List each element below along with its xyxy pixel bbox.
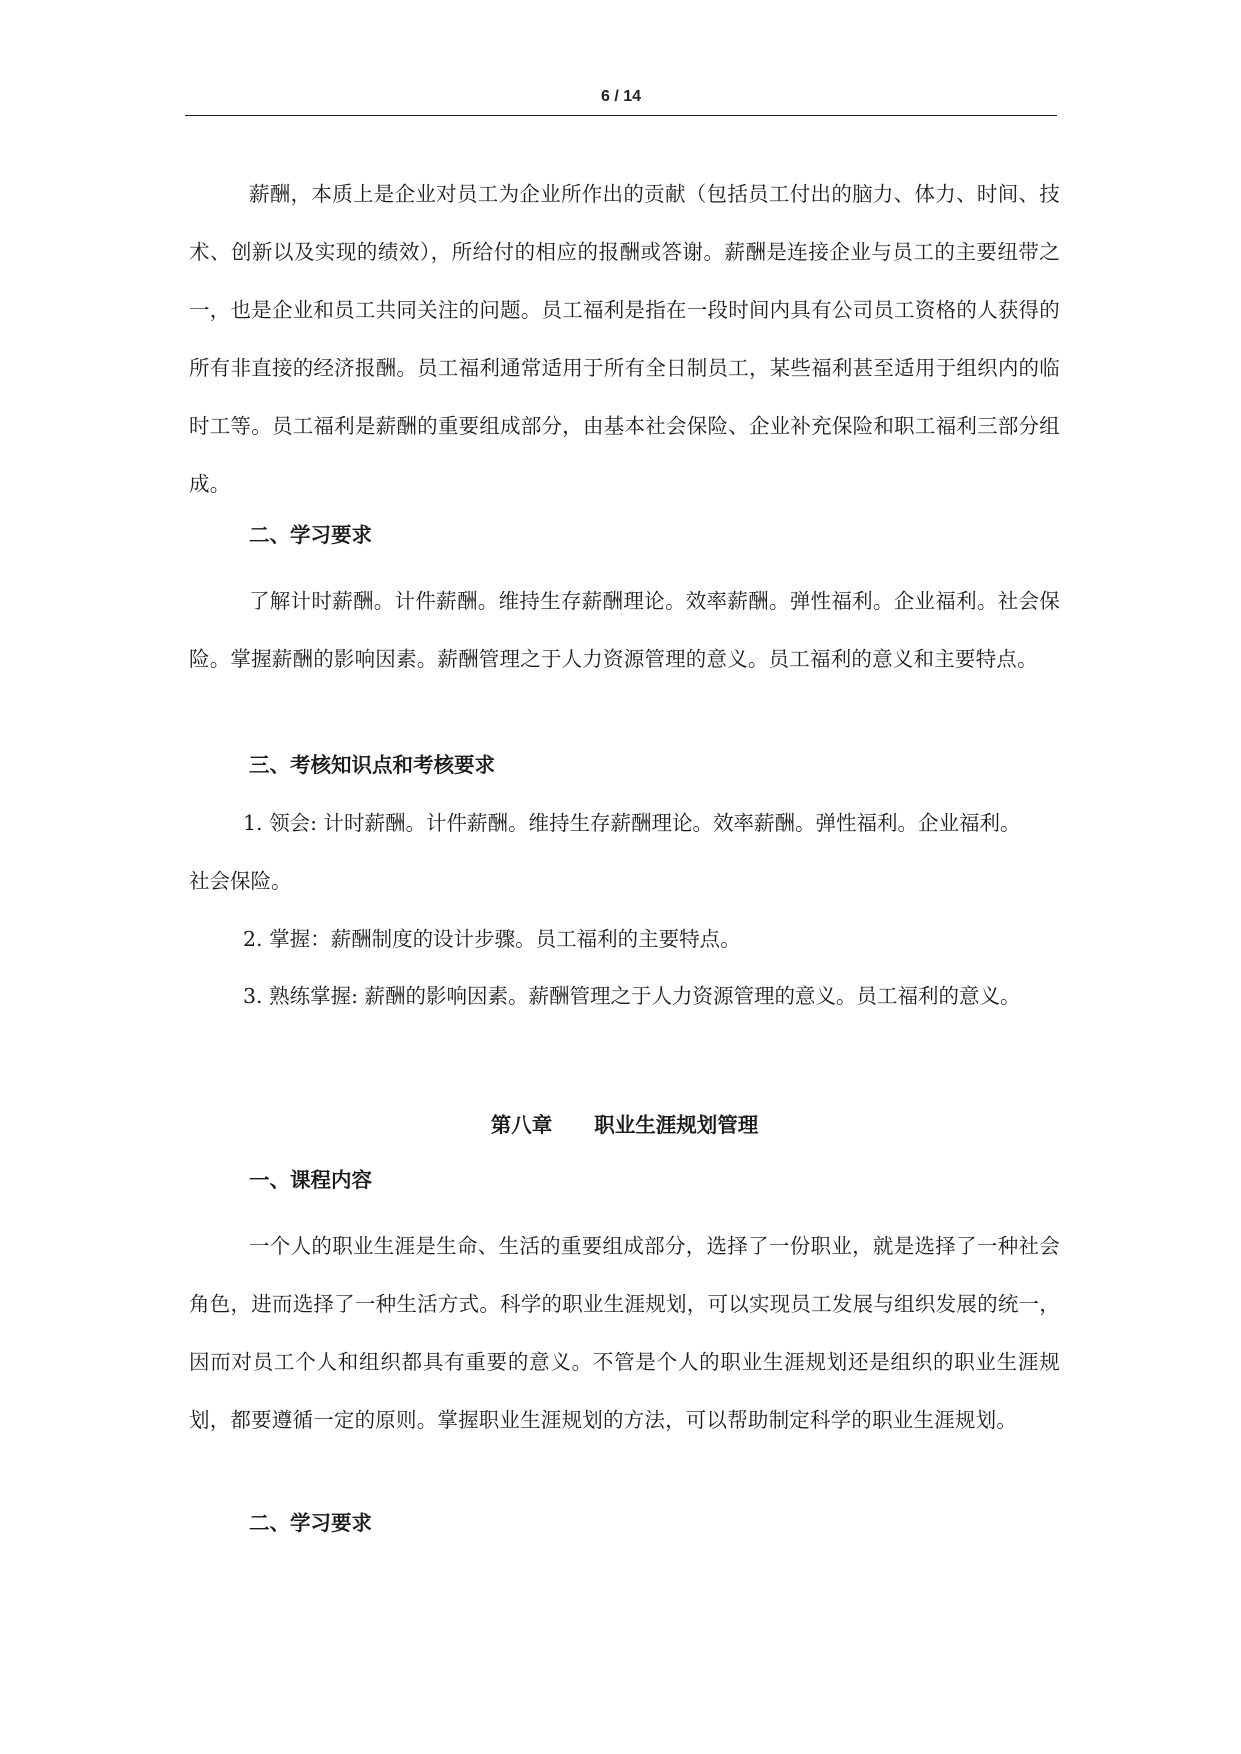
exam-item-2: 2. 掌握：薪酬制度的设计步骤。员工福利的主要特点。 [243, 927, 741, 951]
course-content-paragraph: 一个人的职业生涯是生命、生活的重要组成部分，选择了一份职业，就是选择了一种社会角色，进而选择了一种生活方式。科学的职业生涯规划，可以实现员工发展与组织发展的统一，因而对员工个人和组织都具有重要的意义。不管是个人的职业生涯规划还是组织的职业生涯规划，都要遵循一定的原则。掌握职业生涯规划的方法，可以帮助制定科学的职业生涯规划。 [189, 1234, 1060, 1432]
chapter8-learning-requirements-heading: 二、学习要求 [249, 1511, 372, 1535]
exam-item-1-continued: 社会保险。 [189, 869, 292, 893]
page-number: 6 / 14 [600, 88, 642, 105]
course-content-heading: 一、课程内容 [249, 1168, 372, 1192]
exam-item-1: 1. 领会: 计时薪酬。计件薪酬。维持生存薪酬理论。效率薪酬。弹性福利。企业福利。 [243, 811, 1021, 835]
learning-requirements-heading: 二、学习要求 [249, 523, 372, 547]
page-header [185, 0, 1057, 116]
exam-item-3: 3. 熟练掌握: 薪酬的影响因素。薪酬管理之于人力资源管理的意义。员工福利的意义。 [243, 984, 1021, 1008]
intro-paragraph: 薪酬，本质上是企业对员工为企业所作出的贡献（包括员工付出的脑力、体力、时间、技术、创新以及实现的绩效），所给付的相应的报酬或答谢。薪酬是连接企业与员工的主要纽带之一，也是企业和员工共同关注的问题。员工福利是指在一段时间内具有公司员工资格的人获得的所有非直接的经济报酬。员工福利通常适用于所有全日制员工，某些福利甚至适用于组织内的临时工等。员工福利是薪酬的重要组成部分，由基本社会保险、企业补充保险和职工福利三部分组成。 [189, 182, 1060, 496]
exam-points-heading: 三、考核知识点和考核要求 [249, 753, 495, 777]
chapter-label: 第八章 [490, 1113, 553, 1137]
chapter-name: 职业生涯规划管理 [594, 1113, 759, 1137]
learning-requirements-paragraph: 了解计时薪酬。计件薪酬。维持生存薪酬理论。效率薪酬。弹性福利。企业福利。社会保险。掌握薪酬的影响因素。薪酬管理之于人力资源管理的意义。员工福利的意义和主要特点。 [189, 589, 1060, 671]
chapter-title [189, 1110, 1060, 1140]
